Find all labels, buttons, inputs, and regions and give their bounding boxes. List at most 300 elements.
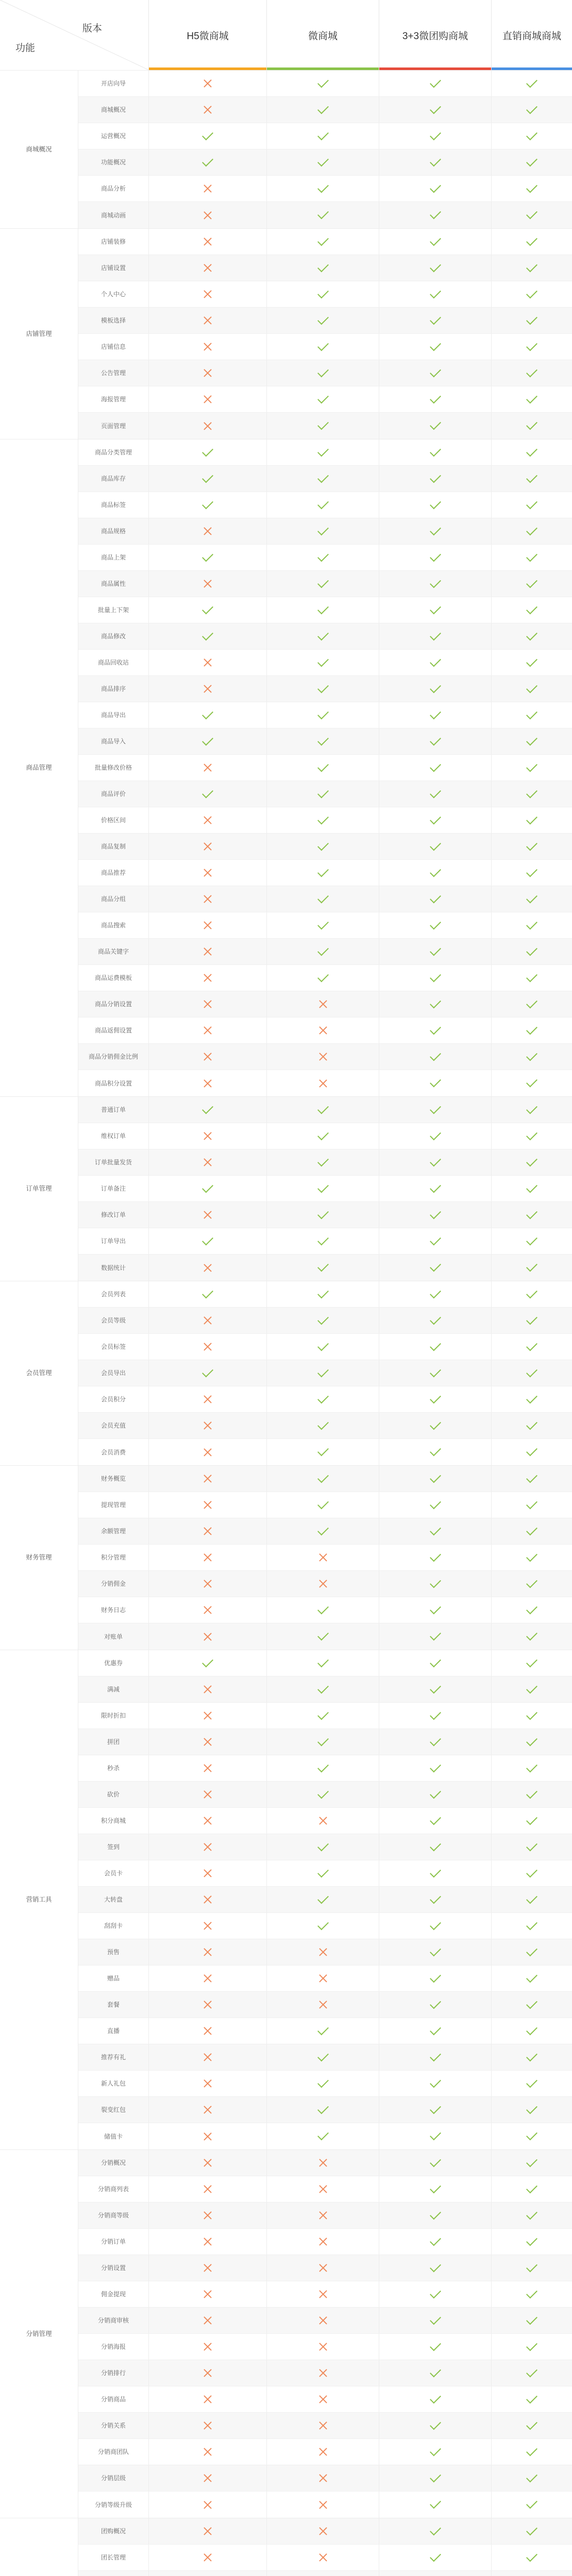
check-icon	[317, 1366, 329, 1377]
support-cell	[267, 1755, 379, 1781]
check-icon	[430, 1181, 441, 1193]
support-cell	[149, 1334, 267, 1360]
support-cell	[149, 1439, 267, 1465]
support-cell	[379, 781, 492, 807]
support-cell	[149, 2413, 267, 2438]
support-cell	[492, 1965, 572, 1991]
support-cell	[379, 466, 492, 492]
check-icon	[526, 2366, 537, 2377]
support-cell	[379, 149, 492, 175]
support-cell	[492, 2413, 572, 2438]
support-cell	[492, 1913, 572, 1939]
feature-row	[78, 1808, 572, 1834]
support-cell	[267, 1202, 379, 1228]
cross-icon	[204, 947, 212, 956]
section-category	[0, 2518, 78, 2576]
feature-name: 商品导入	[78, 728, 149, 754]
support-cell	[149, 1834, 267, 1860]
support-cell	[149, 518, 267, 544]
support-cell	[379, 518, 492, 544]
check-icon	[430, 629, 441, 640]
check-icon	[430, 1814, 441, 1825]
check-icon	[430, 550, 441, 562]
check-icon	[526, 340, 537, 351]
feature-name: 订单导出	[78, 1228, 149, 1254]
support-cell	[379, 939, 492, 964]
feature-name: 维权订单	[78, 1123, 149, 1149]
cross-icon	[204, 422, 212, 430]
feature-section	[0, 70, 572, 228]
check-icon	[430, 1735, 441, 1746]
check-icon	[526, 1945, 537, 1956]
check-icon	[526, 2103, 537, 2114]
support-cell	[149, 2044, 267, 2070]
feature-row	[78, 308, 572, 334]
check-icon	[526, 2156, 537, 2167]
check-icon	[317, 1787, 329, 1799]
check-icon	[526, 313, 537, 325]
check-icon	[430, 1103, 441, 1114]
support-cell	[379, 623, 492, 649]
check-icon	[430, 760, 441, 772]
check-icon	[430, 392, 441, 403]
feature-name: 订单批量发货	[78, 1149, 149, 1175]
check-icon	[202, 498, 213, 509]
support-cell	[492, 1597, 572, 1623]
check-icon	[317, 129, 329, 140]
feature-row	[78, 1413, 572, 1439]
support-cell	[379, 702, 492, 728]
check-icon	[526, 1208, 537, 1219]
support-cell	[267, 413, 379, 439]
check-icon	[430, 708, 441, 719]
support-cell	[379, 334, 492, 360]
feature-name: 拼团	[78, 1729, 149, 1755]
support-cell	[492, 1782, 572, 1807]
check-icon	[430, 839, 441, 851]
support-cell	[379, 123, 492, 149]
feature-row	[78, 2176, 572, 2202]
support-cell	[492, 2308, 572, 2333]
check-icon	[526, 682, 537, 693]
check-icon	[317, 261, 329, 272]
check-icon	[430, 1656, 441, 1667]
check-icon	[430, 682, 441, 693]
support-cell	[379, 2492, 492, 2518]
cross-icon	[204, 1974, 212, 1982]
support-cell	[149, 1939, 267, 1965]
check-icon	[526, 366, 537, 377]
support-cell	[267, 1413, 379, 1438]
cross-icon	[319, 2395, 327, 2403]
feature-name: 优惠券	[78, 1650, 149, 1676]
support-cell	[492, 2229, 572, 2255]
cross-icon	[319, 1553, 327, 1562]
feature-row	[78, 1492, 572, 1518]
support-cell	[492, 1887, 572, 1912]
feature-name: 个人中心	[78, 281, 149, 307]
cross-icon	[204, 1553, 212, 1562]
feature-name: 商品分销佣金比例	[78, 1044, 149, 1070]
section-category: 会员管理	[0, 1281, 78, 1465]
support-cell	[492, 1650, 572, 1676]
check-icon	[430, 1208, 441, 1219]
support-cell	[267, 1782, 379, 1807]
check-icon	[430, 155, 441, 166]
support-cell	[149, 1992, 267, 2018]
support-cell	[267, 1097, 379, 1123]
check-icon	[317, 1761, 329, 1772]
check-icon	[526, 1708, 537, 1720]
support-cell	[267, 2018, 379, 2044]
check-icon	[202, 471, 213, 483]
check-icon	[317, 1603, 329, 1614]
support-cell	[379, 1149, 492, 1175]
support-cell	[267, 308, 379, 333]
support-cell	[492, 1097, 572, 1123]
feature-row	[78, 2413, 572, 2439]
cross-icon	[204, 2264, 212, 2272]
check-icon	[430, 498, 441, 509]
feature-row	[78, 702, 572, 728]
check-icon	[526, 1392, 537, 1403]
check-icon	[526, 287, 537, 298]
feature-row	[78, 1939, 572, 1965]
feature-name: 积分商城	[78, 1808, 149, 1834]
support-cell	[492, 1149, 572, 1175]
feature-row	[78, 1097, 572, 1123]
check-icon	[526, 445, 537, 456]
feature-row	[78, 1571, 572, 1597]
support-cell	[492, 1623, 572, 1650]
support-cell	[267, 1965, 379, 1991]
support-cell	[149, 1255, 267, 1281]
check-icon	[430, 445, 441, 456]
support-cell	[149, 386, 267, 412]
support-cell	[149, 1571, 267, 1597]
check-icon	[526, 392, 537, 403]
support-cell	[267, 807, 379, 833]
cross-icon	[204, 1685, 212, 1693]
support-cell	[149, 886, 267, 912]
support-cell	[492, 2176, 572, 2202]
check-icon	[526, 1129, 537, 1140]
feature-row	[78, 360, 572, 386]
check-icon	[526, 1366, 537, 1377]
support-cell	[492, 2097, 572, 2123]
check-icon	[430, 997, 441, 1008]
feature-name: 预售	[78, 1939, 149, 1965]
support-cell	[149, 1913, 267, 1939]
support-cell	[379, 386, 492, 412]
support-cell	[379, 1887, 492, 1912]
support-cell	[149, 1097, 267, 1123]
feature-row	[78, 2123, 572, 2149]
support-cell	[492, 1466, 572, 1492]
cross-icon	[319, 2290, 327, 2298]
feature-name: 财务日志	[78, 1597, 149, 1623]
check-icon	[317, 366, 329, 377]
check-icon	[317, 1103, 329, 1114]
feature-name: 商品分销设置	[78, 991, 149, 1017]
check-icon	[526, 944, 537, 956]
check-icon	[317, 1919, 329, 1930]
support-cell	[379, 2044, 492, 2070]
support-cell	[492, 1202, 572, 1228]
cross-icon	[204, 2211, 212, 2219]
support-cell	[149, 650, 267, 675]
support-cell	[379, 2465, 492, 2491]
check-icon	[202, 1181, 213, 1193]
cross-icon	[204, 1711, 212, 1720]
cross-icon	[204, 2316, 212, 2325]
support-cell	[149, 202, 267, 228]
check-icon	[317, 2024, 329, 2035]
support-cell	[267, 1703, 379, 1728]
check-icon	[317, 2103, 329, 2114]
support-cell	[492, 149, 572, 175]
support-cell	[267, 2097, 379, 2123]
support-cell	[149, 281, 267, 307]
support-cell	[267, 229, 379, 255]
support-cell	[267, 281, 379, 307]
support-cell	[267, 728, 379, 754]
check-icon	[526, 1630, 537, 1641]
feature-row	[78, 2044, 572, 2071]
support-cell	[267, 991, 379, 1017]
cross-icon	[204, 2474, 212, 2482]
check-icon	[526, 471, 537, 483]
check-icon	[526, 129, 537, 140]
support-cell	[379, 2545, 492, 2570]
feature-name: 商城动画	[78, 202, 149, 228]
check-icon	[526, 866, 537, 877]
support-cell	[267, 2255, 379, 2281]
support-cell	[492, 492, 572, 518]
feature-name: 会员导出	[78, 1360, 149, 1386]
support-cell	[492, 1939, 572, 1965]
check-icon	[526, 2524, 537, 2535]
support-cell	[492, 1492, 572, 1518]
feature-name: 会员积分	[78, 1386, 149, 1412]
support-cell	[379, 2360, 492, 2386]
check-icon	[430, 2287, 441, 2298]
check-icon	[317, 1866, 329, 1877]
support-cell	[267, 492, 379, 518]
check-icon	[526, 1234, 537, 1245]
feature-name: 提现管理	[78, 1492, 149, 1518]
support-cell	[379, 886, 492, 912]
support-cell	[492, 2492, 572, 2518]
check-icon	[317, 2129, 329, 2141]
feature-row	[78, 439, 572, 466]
support-cell	[379, 439, 492, 465]
feature-name: 海报管理	[78, 386, 149, 412]
feature-row	[78, 1070, 572, 1096]
feature-row	[78, 2229, 572, 2255]
cross-icon	[319, 2264, 327, 2272]
feature-row	[78, 1597, 572, 1623]
support-cell	[267, 1729, 379, 1755]
cross-icon	[319, 1817, 327, 1825]
feature-name: 会员卡	[78, 1860, 149, 1886]
support-cell	[149, 1360, 267, 1386]
check-icon	[430, 813, 441, 824]
feature-name: 积分管理	[78, 1545, 149, 1570]
support-cell	[267, 2176, 379, 2202]
check-icon	[430, 2261, 441, 2272]
support-cell	[379, 1860, 492, 1886]
check-icon	[430, 1340, 441, 1351]
feature-row	[78, 1360, 572, 1386]
feature-name: 商城概况	[78, 97, 149, 123]
column-title: 微商城	[308, 30, 338, 42]
support-cell	[379, 912, 492, 938]
check-icon	[317, 208, 329, 219]
check-icon	[526, 2392, 537, 2403]
cross-icon	[204, 842, 212, 851]
support-cell	[379, 1334, 492, 1360]
check-icon	[317, 866, 329, 877]
check-icon	[430, 2550, 441, 2562]
support-cell	[267, 1228, 379, 1254]
support-cell	[267, 755, 379, 781]
support-cell	[379, 1018, 492, 1043]
feature-name: 分销排行	[78, 2360, 149, 2386]
check-icon	[202, 708, 213, 719]
support-cell	[267, 1518, 379, 1544]
cross-icon	[204, 1895, 212, 1904]
feature-name: 订单备注	[78, 1176, 149, 1201]
support-cell	[267, 466, 379, 492]
support-cell	[149, 2308, 267, 2333]
support-cell	[267, 1808, 379, 1834]
support-cell	[379, 1466, 492, 1492]
support-cell	[379, 1703, 492, 1728]
support-cell	[492, 386, 572, 412]
check-icon	[526, 1787, 537, 1799]
check-icon	[317, 918, 329, 929]
support-cell	[267, 1439, 379, 1465]
cross-icon	[319, 2211, 327, 2219]
check-icon	[317, 1656, 329, 1667]
check-icon	[317, 1155, 329, 1166]
support-cell	[267, 2202, 379, 2228]
cross-icon	[204, 1343, 212, 1351]
feature-name: 商品排序	[78, 676, 149, 702]
support-cell	[267, 1623, 379, 1650]
feature-row	[78, 1623, 572, 1650]
cross-icon	[319, 2421, 327, 2430]
check-icon	[430, 2340, 441, 2351]
support-cell	[492, 912, 572, 938]
support-cell	[379, 2071, 492, 2096]
cross-icon	[204, 869, 212, 877]
cross-icon	[204, 1421, 212, 1430]
support-cell	[492, 123, 572, 149]
column-title: 直销商城商城	[502, 30, 561, 42]
check-icon	[430, 2392, 441, 2403]
check-icon	[526, 1287, 537, 1298]
check-icon	[317, 76, 329, 88]
support-cell	[149, 755, 267, 781]
support-cell	[267, 2334, 379, 2360]
support-cell	[492, 202, 572, 228]
support-cell	[492, 991, 572, 1017]
feature-row	[78, 518, 572, 545]
support-cell	[149, 2465, 267, 2491]
support-cell	[379, 965, 492, 991]
feature-row	[78, 2360, 572, 2386]
support-cell	[379, 1597, 492, 1623]
cross-icon	[204, 1000, 212, 1008]
check-icon	[430, 1392, 441, 1403]
feature-name: 商品搜索	[78, 912, 149, 938]
support-cell	[149, 2492, 267, 2518]
support-cell	[492, 255, 572, 281]
check-icon	[526, 2550, 537, 2562]
check-icon	[430, 1550, 441, 1562]
feature-row	[78, 97, 572, 123]
feature-name: 推荐有礼	[78, 2044, 149, 2070]
feature-name: 分销订单	[78, 2229, 149, 2255]
column-title: H5微商城	[187, 30, 229, 42]
section-category: 商城概况	[0, 71, 78, 228]
feature-name: 大转盘	[78, 1887, 149, 1912]
support-cell	[379, 1992, 492, 2018]
feature-name: 砍价	[78, 1782, 149, 1807]
check-icon	[526, 2234, 537, 2246]
check-icon	[202, 1234, 213, 1245]
support-cell	[379, 2123, 492, 2149]
support-cell	[379, 2308, 492, 2333]
support-cell	[267, 1466, 379, 1492]
support-cell	[492, 834, 572, 859]
check-icon	[430, 2103, 441, 2114]
cross-icon	[204, 1580, 212, 1588]
support-cell	[379, 2176, 492, 2202]
cross-icon	[204, 658, 212, 667]
feature-row	[78, 2492, 572, 2518]
support-cell	[379, 991, 492, 1017]
section-rows	[78, 71, 572, 228]
check-icon	[526, 103, 537, 114]
feature-name: 页面管理	[78, 413, 149, 439]
feature-name: 会员列表	[78, 1281, 149, 1307]
support-cell	[379, 2202, 492, 2228]
support-cell	[149, 123, 267, 149]
support-cell	[267, 2492, 379, 2518]
check-icon	[317, 1234, 329, 1245]
support-cell	[379, 2518, 492, 2544]
feature-row	[78, 1202, 572, 1228]
feature-row	[78, 2281, 572, 2308]
column-direct-sale	[492, 0, 572, 70]
check-icon	[526, 234, 537, 246]
support-cell	[492, 1044, 572, 1070]
support-cell	[492, 728, 572, 754]
support-cell	[149, 413, 267, 439]
section-category: 分销管理	[0, 2150, 78, 2518]
feature-row	[78, 728, 572, 755]
feature-name: 财务概览	[78, 1466, 149, 1492]
cross-icon	[204, 685, 212, 693]
cross-icon	[319, 2159, 327, 2167]
check-icon	[430, 1287, 441, 1298]
cross-icon	[204, 290, 212, 298]
check-icon	[526, 2445, 537, 2456]
support-cell	[379, 1755, 492, 1781]
